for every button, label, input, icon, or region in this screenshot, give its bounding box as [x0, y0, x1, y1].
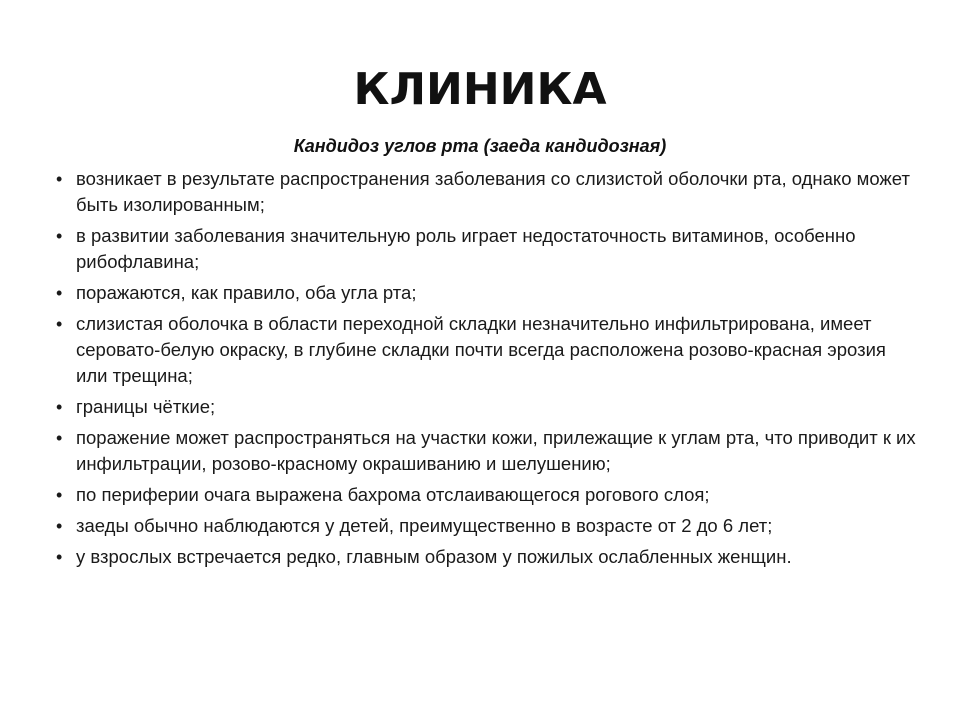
list-item	[56, 425, 916, 477]
list-item	[56, 166, 916, 218]
list-item	[56, 394, 916, 420]
list-item	[56, 223, 916, 275]
list-item	[56, 280, 916, 306]
bullet-text: в развитии заболевания значительную роль играет недостаточность витаминов, особенно рибофлавина;	[76, 225, 856, 272]
slide-title: КЛИНИКА	[353, 64, 607, 115]
bullet-icon: •	[56, 516, 63, 536]
bullet-text: возникает в результате распространения заболевания со слизистой оболочки рта, однако может быть изолированным;	[76, 168, 910, 215]
list-item	[56, 513, 916, 539]
bullet-icon: •	[56, 226, 63, 246]
bullet-text: границы чёткие;	[76, 396, 216, 417]
bullet-text: по периферии очага выражена бахрома отслаивающегося рогового слоя;	[76, 484, 710, 505]
list-item	[56, 482, 916, 508]
list-item	[56, 544, 916, 570]
bullet-icon: •	[56, 428, 63, 448]
bullet-icon: •	[56, 169, 63, 189]
bullet-list	[56, 166, 916, 575]
bullet-text: слизистая оболочка в области переходной складки незначительно инфильтрирована, имеет серовато-белую окраску, в глубине складки почти всегда расположена розово-красная эрозия или трещина;	[76, 313, 886, 386]
bullet-text: поражение может распространяться на участки кожи, прилежащие к углам рта, что приводит к их инфильтрации, розово-красному окрашиванию и шелушению;	[76, 427, 916, 474]
bullet-text: у взрослых встречается редко, главным образом у пожилых ослабленных женщин.	[76, 546, 792, 567]
slide-subtitle: Кандидоз углов рта (заеда кандидозная)	[293, 136, 667, 156]
bullet-icon: •	[56, 283, 63, 303]
bullet-text: поражаются, как правило, оба угла рта;	[76, 282, 417, 303]
bullet-icon: •	[56, 485, 63, 505]
bullet-icon: •	[56, 547, 63, 567]
list-item	[56, 311, 916, 389]
bullet-icon: •	[56, 314, 63, 334]
bullet-text: заеды обычно наблюдаются у детей, преимущественно в возрасте от 2 до 6 лет;	[76, 515, 773, 536]
bullet-icon: •	[56, 397, 63, 417]
